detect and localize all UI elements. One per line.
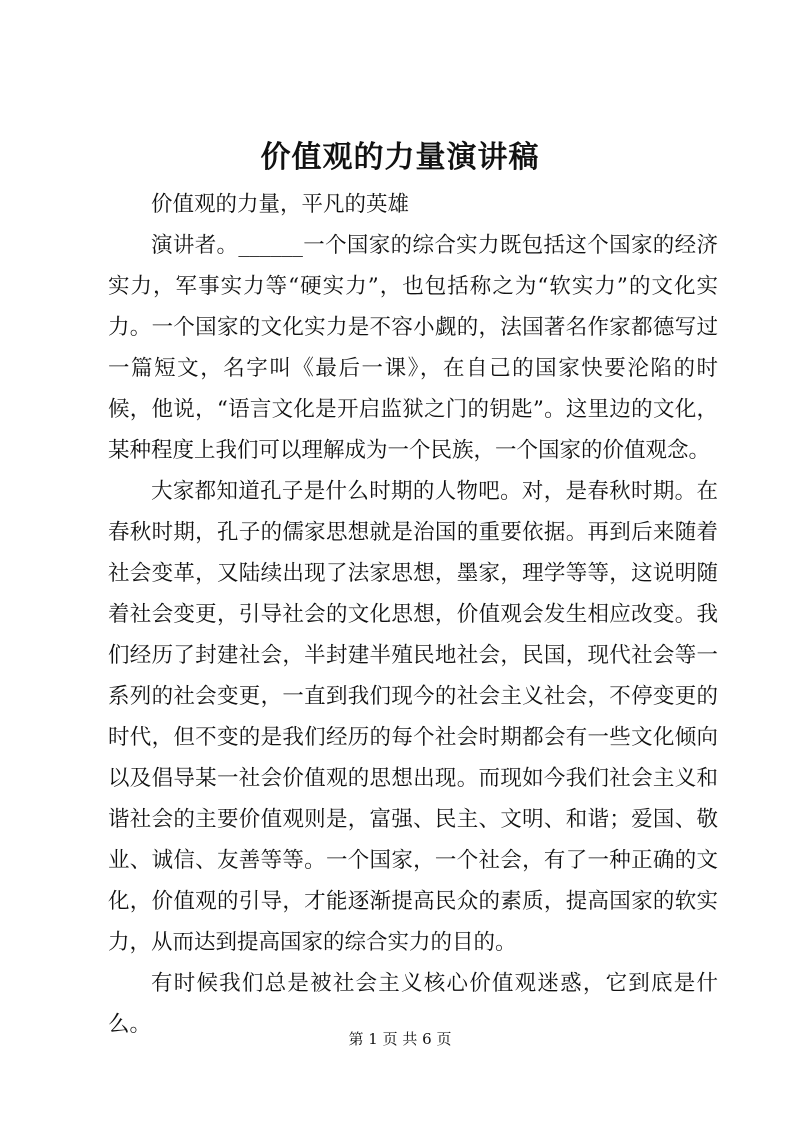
subtitle-paragraph: 价值观的力量，平凡的英雄 bbox=[151, 192, 410, 217]
page-footer: 第 1 页 共 6 页 bbox=[348, 1030, 452, 1048]
document-body bbox=[108, 184, 718, 1045]
body-paragraph: 大家都知道孔子是什么时期的人物吧。对，是春秋时期。在春秋时期，孔子的儒家思想就是治国的重要依据。再到后来随着社会变革，又陆续出现了法家思想，墨家，理学等等，这说明随着社会变更，引导社会的文化思想，价值观会发生相应改变。我们经历了封建社会，半封建半殖民地社会，民国，现代社会等一系列的社会变更，一直到我们现今的社会主义社会，不停变更的时代，但不变的是我们经历的每个社会时期都会有一些文化倾向以及倡导某一社会价值观的思想出现。而现如今我们社会主义和谐社会的主要价值观则是，富强、民主、文明、和谐；爱国、敬业、诚信、友善等等。一个国家，一个社会，有了一种正确的文化，价值观的引导，才能逐渐提高民众的素质，提高国家的软实力，从而达到提高国家的综合实力的目的。 bbox=[108, 479, 718, 955]
document-title: 价值观的力量演讲稿 bbox=[260, 140, 540, 175]
body-paragraph: 有时候我们总是被社会主义核心价值观迷惑，它到底是什么。 bbox=[108, 971, 718, 1037]
body-paragraph: 演讲者。______一个国家的综合实力既包括这个国家的经济实力，军事实力等“硬实力”，也包括称之为“软实力”的文化实力。一个国家的文化实力是不容小觑的，法国著名作家都德写过一篇短文，名字叫《最后一课》，在自己的国家快要沦陷的时候，他说，“语言文化是开启监狱之门的钥匙”。这里边的文化，某种程度上我们可以理解成为一个民族，一个国家的价值观念。 bbox=[108, 233, 718, 463]
